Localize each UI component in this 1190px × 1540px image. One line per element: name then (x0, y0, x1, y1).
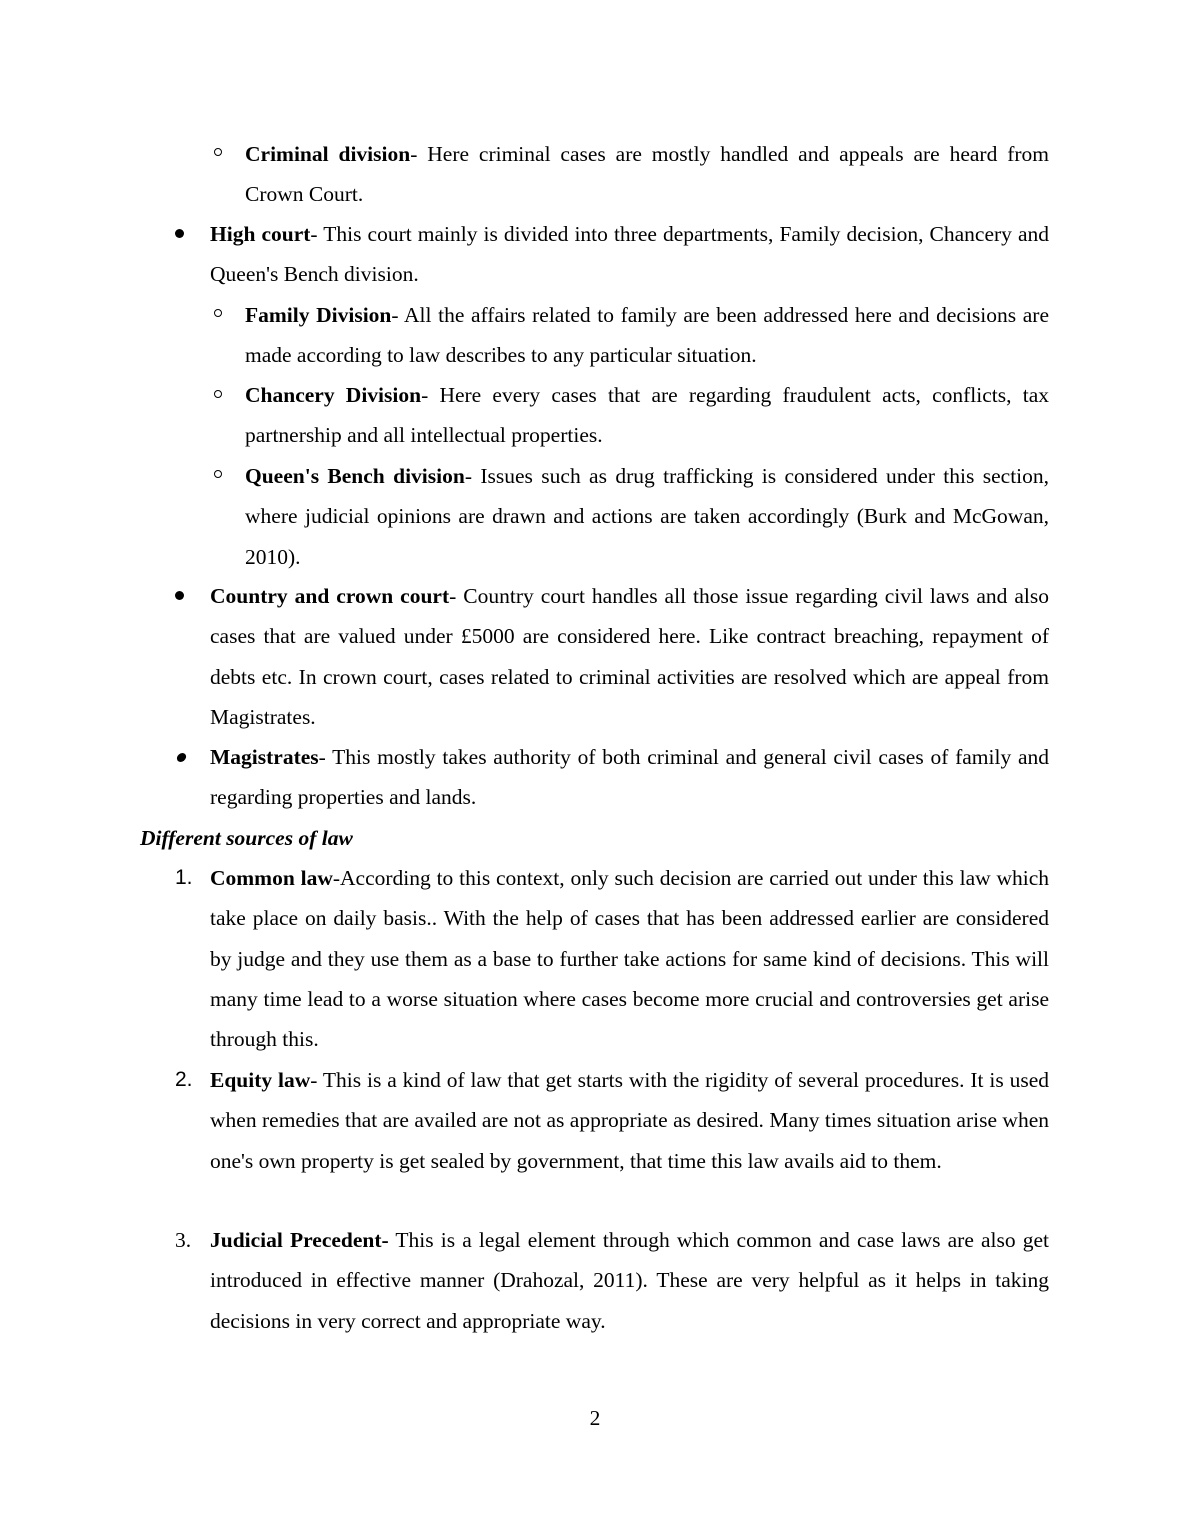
text-criminal-division: - Here criminal cases are mostly handled and appeals are heard from Crown Court. (245, 142, 1049, 207)
list-number-3: 3. (175, 1228, 192, 1252)
filled-bullet-icon (175, 229, 184, 238)
term-equity-law: Equity law (210, 1068, 311, 1092)
term-criminal-division: Criminal division (245, 142, 411, 166)
list-number-1: 1. (175, 866, 193, 889)
term-common-law: Common law (210, 866, 333, 890)
text-common-law: -According to this context, only such decision are carried out under this law which take place on daily basis.. With the help of cases that has been addressed earlier are considered by judge and they use them as a base to further take actions for same kind of decisions. This will many time lead to a worse situation where cases become more crucial and controversies get arise through this. (210, 866, 1050, 1052)
list-item-judicial-precedent (210, 1220, 1049, 1341)
text-equity-law: - This is a kind of law that get starts with the rigidity of several procedures. It is used when remedies that are availed are not as appropriate as desired. Many times situation arise when one's own property is get sealed by government, that time this law avails aid to them. (210, 1068, 1049, 1173)
term-chancery-division: Chancery Division (245, 383, 422, 407)
filled-bullet-icon (175, 591, 184, 600)
text-judicial-precedent: This is a legal element through which common and case laws are also get introduced in effective manner (Drahozal, 2011). These are very helpful as it helps in taking decisions in very correct and appropriate way. (210, 1228, 1049, 1333)
page-number: 2 (589, 1406, 601, 1430)
list-item-equity-law (210, 1060, 1049, 1181)
text-family-division: - All the affairs related to family are been addressed here and decisions are made according to law describes to any particular situation. (245, 303, 1049, 368)
list-item-country-crown-court (210, 576, 1049, 737)
text-chancery-division: - Here every cases that are regarding fraudulent acts, conflicts, tax partnership and all intellectual properties. (245, 383, 1049, 448)
term-magistrates: Magistrates (210, 745, 319, 769)
list-item-family-division (245, 295, 1049, 376)
term-queens-bench-division: Queen's Bench division (245, 464, 465, 488)
list-item-chancery-division (245, 375, 1049, 456)
hollow-bullet-icon (214, 390, 222, 398)
filled-bullet-icon (176, 753, 187, 762)
hollow-bullet-icon (214, 309, 222, 317)
term-judicial-precedent: Judicial Precedent (210, 1228, 382, 1252)
hollow-bullet-icon (214, 470, 222, 478)
text-high-court: - This court mainly is divided into three departments, Family decision, Chancery and Queen's Bench division. (210, 222, 1050, 287)
text-queens-bench-division: - Issues such as drug trafficking is considered under this section, where judicial opinions are drawn and actions are taken accordingly (Burk and McGowan, 2010). (245, 464, 1050, 569)
list-item-magistrates (210, 737, 1049, 818)
text-country-crown-court: - Country court handles all those issue regarding civil laws and also cases that are valued under £5000 are considered here. Like contract breaching, repayment of debts etc. In crown court, cases related to criminal activities are resolved which are appeal from Magistrates. (210, 584, 1049, 729)
section-heading-sources-of-law: Different sources of law (140, 826, 353, 850)
list-item-criminal-division (245, 134, 1049, 215)
list-item-queens-bench-division (245, 456, 1049, 577)
text-magistrates: - This mostly takes authority of both criminal and general civil cases of family and regarding properties and lands. (210, 745, 1049, 810)
list-item-common-law (210, 858, 1049, 1059)
term-family-division: Family Division (245, 303, 392, 327)
hollow-bullet-icon (214, 148, 222, 156)
term-judicial-precedent-dash: - (381, 1228, 389, 1252)
list-number-2: 2. (175, 1068, 193, 1091)
list-item-high-court (210, 214, 1049, 295)
term-country-crown-court: Country and crown court (210, 584, 450, 608)
term-high-court: High court (210, 222, 311, 246)
